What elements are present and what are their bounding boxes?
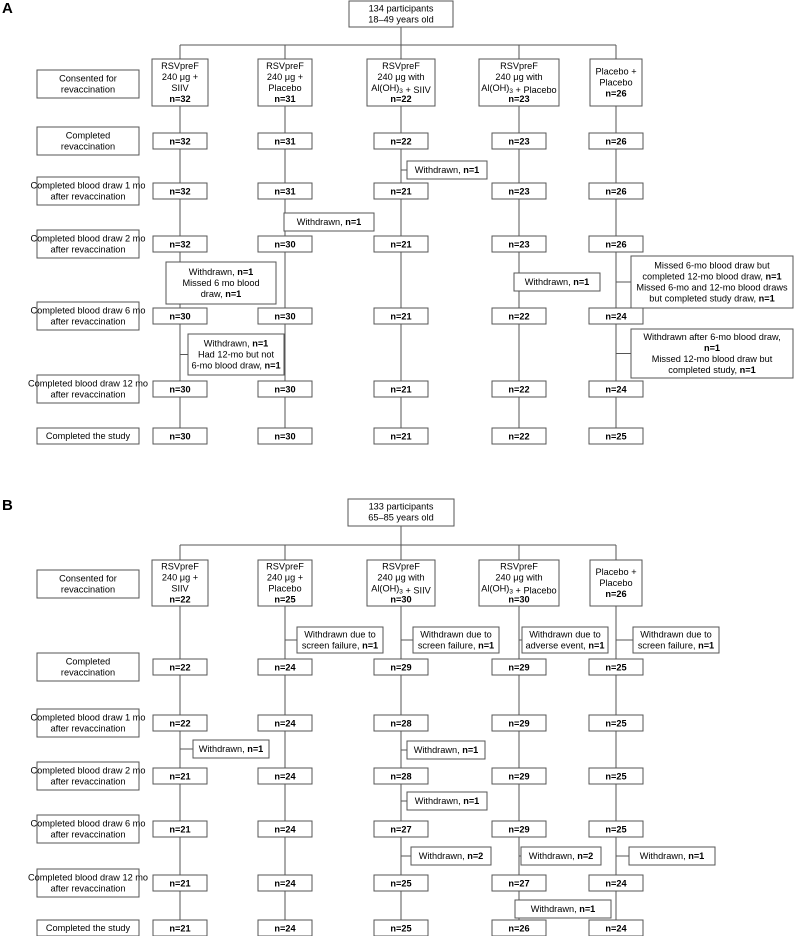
arm-header-text: RSVpreF xyxy=(266,561,304,572)
arm-header-text: n=32 xyxy=(169,94,191,105)
count-value: n=22 xyxy=(508,431,530,442)
count-value: n=25 xyxy=(605,431,627,442)
exclusion-text: Withdrawn, n=1 xyxy=(413,745,479,756)
exclusion-text: screen failure, n=1 xyxy=(417,640,495,651)
exclusion-text: draw, n=1 xyxy=(200,289,242,300)
exclusion-text: Had 12-mo but not xyxy=(197,349,275,360)
exclusion-text: Withdrawn, n=1 xyxy=(524,277,590,288)
row-label: after revaccination xyxy=(50,829,126,840)
count-value: n=24 xyxy=(605,923,627,934)
count-value: n=23 xyxy=(508,136,530,147)
exclusion-text: Withdrawn due to xyxy=(420,629,492,640)
arm-header-text: RSVpreF xyxy=(266,61,304,72)
arm-header-text: 240 μg with xyxy=(495,72,543,83)
arm-header-text: $Al(OH)_3$ + Placebo xyxy=(481,83,557,96)
count-value: n=30 xyxy=(169,384,191,395)
arm-header-text: Placebo xyxy=(599,77,633,88)
arm-header-text: $Al(OH)_3$ + SIIV xyxy=(371,583,431,596)
count-value: n=24 xyxy=(605,384,627,395)
row-label: Completed blood draw 2 mo xyxy=(30,233,146,244)
arm-header-text: SIIV xyxy=(171,83,189,94)
count-value: n=30 xyxy=(169,311,191,322)
count-value: n=24 xyxy=(274,718,296,729)
arm-header-text: RSVpreF xyxy=(382,61,420,72)
row-label: after revaccination xyxy=(50,776,126,787)
arm-header-text: Placebo xyxy=(268,583,302,594)
count-value: n=27 xyxy=(390,824,412,835)
exclusion-text: Withdrawn due to xyxy=(304,629,376,640)
row-label: revaccination xyxy=(60,84,116,95)
arm-header-text: 240 μg with xyxy=(377,72,425,83)
count-value: n=21 xyxy=(169,878,191,889)
exclusion-text: Withdrawn, n=1 xyxy=(639,851,705,862)
exclusion-text: Withdrawn, n=1 xyxy=(530,904,596,915)
exclusion-text: completed 12-mo blood draw, n=1 xyxy=(642,271,782,282)
arm-header-text: Placebo + xyxy=(595,567,637,578)
exclusion-text: Missed 6-mo and 12-mo blood draws xyxy=(636,282,788,293)
arm-header-text: RSVpreF xyxy=(500,561,538,572)
exclusion-text: Missed 6 mo blood xyxy=(182,278,260,289)
count-value: n=26 xyxy=(605,239,627,250)
count-value: n=25 xyxy=(390,923,412,934)
row-label: Completed blood draw 2 mo xyxy=(30,765,146,776)
count-value: n=24 xyxy=(274,923,296,934)
row-label: Completed blood draw 6 mo xyxy=(30,818,146,829)
arm-header-text: RSVpreF xyxy=(161,561,199,572)
count-value: n=24 xyxy=(274,824,296,835)
exclusion-text: Withdrawn, n=1 xyxy=(414,165,480,176)
count-value: n=26 xyxy=(605,186,627,197)
arm-header-text: n=30 xyxy=(390,594,412,605)
exclusion-text: completed study, n=1 xyxy=(668,365,756,376)
participants-text: 65–85 years old xyxy=(368,512,434,523)
arm-header-text: Placebo xyxy=(599,578,633,589)
count-value: n=25 xyxy=(605,662,627,673)
arm-header-text: Placebo xyxy=(268,83,302,94)
exclusion-text: Withdrawn, n=2 xyxy=(528,851,594,862)
participants-text: 134 participants xyxy=(368,3,434,14)
count-value: n=21 xyxy=(390,239,412,250)
row-label: Completed the study xyxy=(45,431,131,442)
arm-header-text: 240 μg + xyxy=(161,572,199,583)
row-label: Completed the study xyxy=(45,923,131,934)
exclusion-text: Withdrawn, n=1 xyxy=(188,267,254,278)
count-value: n=21 xyxy=(169,771,191,782)
row-label: revaccination xyxy=(60,667,116,678)
exclusion-text: Withdrawn, n=1 xyxy=(198,744,264,755)
count-value: n=29 xyxy=(508,718,530,729)
count-value: n=22 xyxy=(508,384,530,395)
panel-a xyxy=(2,0,793,444)
count-value: n=24 xyxy=(274,771,296,782)
arm-header-text: $Al(OH)_3$ + SIIV xyxy=(371,83,431,96)
count-value: n=30 xyxy=(274,239,296,250)
count-value: n=25 xyxy=(605,718,627,729)
row-label: revaccination xyxy=(60,141,116,152)
exclusion-text: Missed 6-mo blood draw but xyxy=(654,260,770,271)
row-label: after revaccination xyxy=(50,316,126,327)
arm-header-text: n=26 xyxy=(605,589,627,600)
exclusion-text: but completed study draw, n=1 xyxy=(649,293,775,304)
arm-header-text: n=26 xyxy=(605,88,627,99)
row-label: after revaccination xyxy=(50,723,126,734)
exclusion-text: screen failure, n=1 xyxy=(301,640,379,651)
arm-header-text: 240 μg with xyxy=(377,572,425,583)
row-label: Completed blood draw 6 mo xyxy=(30,305,146,316)
arm-header-text: n=25 xyxy=(274,594,296,605)
count-value: n=21 xyxy=(390,311,412,322)
exclusion-text: Withdrawn, n=1 xyxy=(296,217,362,228)
count-value: n=31 xyxy=(274,136,296,147)
exclusion-text: Withdrawn, n=1 xyxy=(414,796,480,807)
row-label: Completed blood draw 12 mo xyxy=(27,872,149,883)
count-value: n=24 xyxy=(605,311,627,322)
count-value: n=22 xyxy=(390,136,412,147)
count-value: n=21 xyxy=(390,186,412,197)
panel-b xyxy=(2,497,719,936)
count-value: n=21 xyxy=(169,923,191,934)
count-value: n=23 xyxy=(508,239,530,250)
arm-header-text: Placebo + xyxy=(595,66,637,77)
arm-header-text: RSVpreF xyxy=(382,561,420,572)
count-value: n=30 xyxy=(169,431,191,442)
arm-header-text: n=22 xyxy=(390,94,412,105)
count-value: n=25 xyxy=(390,878,412,889)
count-value: n=29 xyxy=(508,771,530,782)
arm-header-text: 240 μg with xyxy=(495,572,543,583)
arm-header-text: n=23 xyxy=(508,94,530,105)
count-value: n=30 xyxy=(274,384,296,395)
row-label: revaccination xyxy=(60,584,116,595)
arm-header-text: n=30 xyxy=(508,594,530,605)
count-value: n=26 xyxy=(605,136,627,147)
count-value: n=30 xyxy=(274,311,296,322)
arm-header-text: 240 μg + xyxy=(266,72,304,83)
panel-letter: B xyxy=(2,497,13,514)
count-value: n=24 xyxy=(274,878,296,889)
count-value: n=29 xyxy=(390,662,412,673)
count-value: n=25 xyxy=(605,771,627,782)
row-label: after revaccination xyxy=(50,389,126,400)
count-value: n=24 xyxy=(274,662,296,673)
row-label: after revaccination xyxy=(50,244,126,255)
exclusion-text: Missed 12-mo blood draw but xyxy=(651,354,773,365)
count-value: n=25 xyxy=(605,824,627,835)
count-value: n=24 xyxy=(605,878,627,889)
participants-text: 18–49 years old xyxy=(368,14,434,25)
panel-letter: A xyxy=(2,0,13,17)
count-value: n=22 xyxy=(508,311,530,322)
count-value: n=28 xyxy=(390,718,412,729)
count-value: n=22 xyxy=(169,662,191,673)
count-value: n=21 xyxy=(390,384,412,395)
row-label: Completed xyxy=(65,656,111,667)
participants-text: 133 participants xyxy=(368,501,434,512)
count-value: n=21 xyxy=(169,824,191,835)
arm-header-text: n=22 xyxy=(169,594,191,605)
arm-header-text: SIIV xyxy=(171,583,189,594)
arm-header-text: RSVpreF xyxy=(500,61,538,72)
count-value: n=27 xyxy=(508,878,530,889)
row-label: Consented for xyxy=(59,73,117,84)
row-label: Completed blood draw 1 mo xyxy=(30,712,146,723)
exclusion-text: Withdrawn, n=2 xyxy=(418,851,484,862)
exclusion-text: adverse event, n=1 xyxy=(525,640,605,651)
exclusion-text: Withdrawn due to xyxy=(640,629,712,640)
count-value: n=29 xyxy=(508,824,530,835)
exclusion-text: Withdrawn due to xyxy=(529,629,601,640)
arm-header-text: RSVpreF xyxy=(161,61,199,72)
exclusion-text: Withdrawn, n=1 xyxy=(203,338,269,349)
row-label: after revaccination xyxy=(50,883,126,894)
count-value: n=32 xyxy=(169,239,191,250)
count-value: n=21 xyxy=(390,431,412,442)
arm-header-text: 240 μg + xyxy=(266,572,304,583)
exclusion-text: screen failure, n=1 xyxy=(637,640,715,651)
count-value: n=22 xyxy=(169,718,191,729)
row-label: after revaccination xyxy=(50,191,126,202)
row-label: Completed blood draw 12 mo xyxy=(27,378,149,389)
exclusion-text: 6-mo blood draw, n=1 xyxy=(191,360,281,371)
arm-header-text: $Al(OH)_3$ + Placebo xyxy=(481,583,557,596)
count-value: n=32 xyxy=(169,186,191,197)
exclusion-text: n=1 xyxy=(703,343,721,354)
count-value: n=31 xyxy=(274,186,296,197)
row-label: Completed xyxy=(65,130,111,141)
count-value: n=26 xyxy=(508,923,530,934)
arm-header-text: 240 μg + xyxy=(161,72,199,83)
row-label: Completed blood draw 1 mo xyxy=(30,180,146,191)
count-value: n=23 xyxy=(508,186,530,197)
count-value: n=29 xyxy=(508,662,530,673)
arm-header-text: n=31 xyxy=(274,94,296,105)
count-value: n=32 xyxy=(169,136,191,147)
count-value: n=30 xyxy=(274,431,296,442)
count-value: n=28 xyxy=(390,771,412,782)
exclusion-text: Withdrawn after 6-mo blood draw, xyxy=(643,332,781,343)
row-label: Consented for xyxy=(59,573,117,584)
